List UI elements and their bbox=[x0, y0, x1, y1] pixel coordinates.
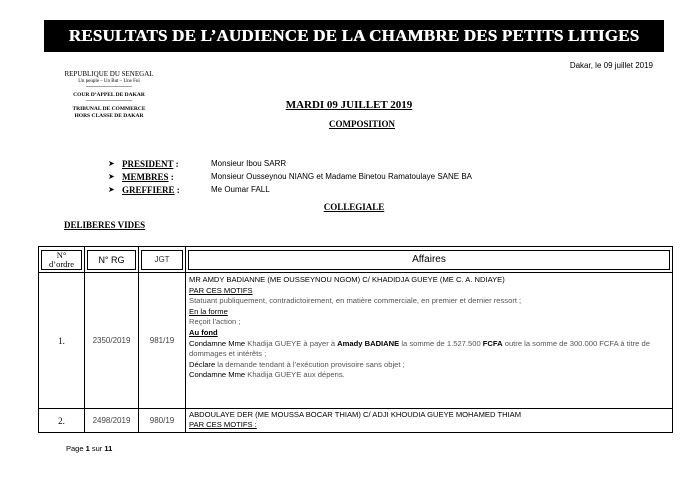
case-details bbox=[186, 409, 673, 433]
declare-text: Déclare la demande tendant à l’exécution provisoire sans objet ; bbox=[189, 359, 405, 369]
table-header-row bbox=[39, 247, 673, 273]
fond-heading: Au fond bbox=[189, 327, 218, 337]
case-parties: MR AMDY BADIANNE (ME OUSSEYNOU NGOM) C/ KHADIDJA GUEYE (ME C. A. NDIAYE) bbox=[189, 275, 505, 284]
member-label: MEMBRES : bbox=[122, 171, 174, 182]
member-label: GREFFIERE : bbox=[122, 184, 180, 195]
tribunal-line-2: HORS CLASSE DE DAKAR bbox=[74, 113, 144, 119]
page-banner-title: RESULTATS DE L’AUDIENCE DE LA CHAMBRE DES PETITS LITIGES bbox=[44, 20, 664, 52]
separator: ---------------------------------- bbox=[85, 85, 133, 90]
forme-heading: En la forme bbox=[189, 306, 228, 316]
header-affaires: Affaires bbox=[186, 247, 673, 273]
page-footer: Page 1 sur 11 bbox=[66, 444, 113, 453]
separator: ---------------------------------- bbox=[85, 99, 133, 104]
institution-block bbox=[55, 70, 163, 120]
header-jgt: JGT bbox=[139, 247, 186, 273]
table-row bbox=[39, 409, 673, 433]
court-name: COUR D’APPEL DE DAKAR bbox=[73, 92, 145, 98]
member-value: Me Oumar FALL bbox=[211, 185, 270, 194]
composition-list bbox=[108, 157, 472, 196]
arrow-bullet-icon: ➤ bbox=[108, 159, 115, 168]
cases-table bbox=[38, 246, 673, 433]
case-order: 2. bbox=[39, 409, 85, 433]
document-date: Dakar, le 09 juillet 2019 bbox=[569, 61, 653, 70]
member-value: Monsieur Ibou SARR bbox=[211, 159, 287, 168]
case-parties: ABDOULAYE DER (ME MOUSSA BOCAR THIAM) C/ ADJI KHOUDIA GUEYE MOHAMED THIAM bbox=[189, 410, 522, 419]
condamne-text: Condamne Mme Khadija GUEYE à payer à Amady BADIANE la somme de 1.527.500 FCFA outre la somme de 300.000 FCFA à titre de dommages et intérêts ; bbox=[189, 338, 650, 359]
member-label: PRESIDENT : bbox=[122, 158, 179, 169]
composition-title: COMPOSITION bbox=[328, 119, 395, 129]
depens-text: Condamne Mme Khadija GUEYE aux dépens. bbox=[189, 370, 345, 380]
tribunal-line-1: TRIBUNAL DE COMMERCE bbox=[72, 106, 146, 112]
national-motto: Un peuple – Un But – Une Foi bbox=[78, 79, 140, 84]
case-rg: 2350/2019 bbox=[85, 273, 139, 409]
motifs-heading: PAR CES MOTIFS bbox=[189, 285, 253, 295]
member-row-president bbox=[108, 157, 472, 170]
header-rg: N° RG bbox=[85, 247, 139, 273]
case-details bbox=[186, 273, 673, 409]
member-row-membres bbox=[108, 170, 472, 183]
deliberes-heading: DELIBERES VIDES bbox=[64, 220, 146, 230]
case-jgt: 980/19 bbox=[139, 409, 186, 433]
statuant-text: Statuant publiquement, contradictoirement, en matière commerciale, en premier et dernier ressort ; bbox=[189, 296, 522, 306]
arrow-bullet-icon: ➤ bbox=[108, 185, 115, 194]
table-row bbox=[39, 273, 673, 409]
case-order: 1. bbox=[39, 273, 85, 409]
session-date-title: MARDI 09 JUILLET 2019 bbox=[285, 99, 413, 111]
header-ordre: N° d’ordre bbox=[39, 247, 85, 273]
motifs-heading: PAR CES MOTIFS : bbox=[189, 420, 257, 429]
case-jgt: 981/19 bbox=[139, 273, 186, 409]
member-row-greffiere bbox=[108, 183, 472, 196]
collegiale-title: COLLEGIALE bbox=[323, 202, 385, 212]
member-value: Monsieur Ousseynou NIANG et Madame Binetou Ramatoulaye SANE BA bbox=[211, 172, 473, 181]
recoit-text: Reçoit l’action ; bbox=[189, 317, 241, 327]
case-rg: 2498/2019 bbox=[85, 409, 139, 433]
republic-name: REPUBLIQUE DU SENEGAL bbox=[64, 70, 154, 78]
arrow-bullet-icon: ➤ bbox=[108, 172, 115, 181]
